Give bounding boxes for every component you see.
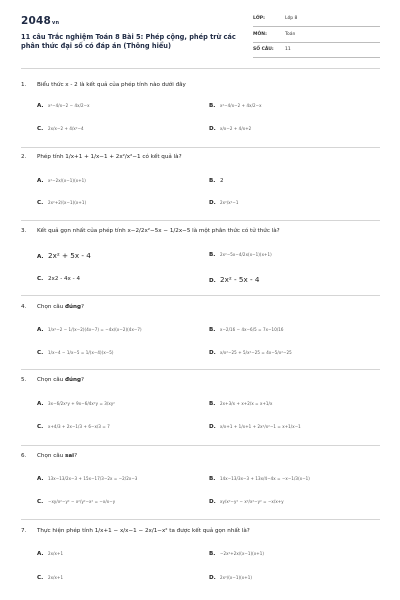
option-letter: B. — [209, 327, 216, 333]
option-text: 2x2 - 4x - 4 — [48, 276, 81, 282]
question-number: 2. — [21, 154, 27, 160]
question-divider — [21, 369, 380, 370]
info-value: 11 — [285, 47, 291, 52]
option-text: 2x²+2/(x−1)(x+1) — [48, 200, 87, 205]
option-letter: A. — [37, 327, 44, 333]
option-text: x²−2x/(x−1)(x+1) — [48, 178, 86, 183]
info-value: Lớp 8 — [285, 16, 298, 21]
option-c[interactable] — [37, 126, 84, 132]
stem-suffix: ? — [74, 453, 78, 459]
option-text: −xy/x²−y² − x²/y²−x² = −x/x−y — [48, 499, 116, 504]
option-a[interactable] — [37, 178, 86, 184]
info-label: SỐ CÂU: — [253, 47, 274, 52]
option-c[interactable] — [37, 424, 110, 430]
option-text: xy/x²−y² − x²/x²−y² = −x/x+y — [220, 499, 284, 504]
option-text: −2x²+2x/(x−1)(x+1) — [220, 551, 265, 556]
option-a[interactable] — [37, 401, 115, 407]
option-text: x²−4/x−2 + 4x/2−x — [220, 103, 262, 108]
document-title: 11 câu Trắc nghiệm Toán 8 Bài 5: Phép cộng, phép trừ các phân thức đại số có đáp án (Thông hiểu) — [21, 33, 236, 50]
question-stem: Phép tính 1/x+1 + 1/x−1 + 2x²/x²−1 có kết quả là? — [37, 154, 182, 160]
option-letter: D. — [209, 499, 216, 505]
question-stem — [37, 304, 84, 310]
option-b[interactable] — [209, 401, 272, 407]
stem-emphasis: đúng — [65, 377, 82, 383]
question-divider — [21, 445, 380, 446]
option-text: 2x+3/x + x+2/x = x+1/x — [220, 401, 273, 406]
option-text: 2x²/(x−1)(x+1) — [220, 575, 253, 580]
question-number: 5. — [21, 377, 27, 383]
option-text: 2x/x−2 + 4/x²−4 — [48, 126, 84, 131]
question-number: 3. — [21, 228, 27, 234]
stem-suffix: ? — [81, 377, 84, 383]
option-text: x²−4/x−2 − 4x/2−x — [48, 103, 90, 108]
stem-text: Chọn câu — [37, 453, 66, 459]
option-text: 1/x²−2 − 1/(x−2)(4x−7) = −4x/(x−2)(4x−7) — [48, 327, 142, 332]
option-c[interactable] — [37, 350, 114, 356]
option-text: 2x/x+1 — [48, 575, 64, 580]
option-d[interactable] — [209, 126, 251, 132]
option-d[interactable] — [209, 424, 301, 430]
option-letter: A. — [37, 254, 44, 260]
option-text: 2x² + 5x - 4 — [48, 251, 91, 260]
option-text: 13x−13/2x−3 + 15x−17/3−2x = −2/2x−3 — [48, 476, 138, 481]
option-letter: A. — [37, 178, 44, 184]
option-letter: D. — [209, 350, 216, 356]
option-text: 2x² - 5x - 4 — [220, 275, 260, 284]
question-number: 6. — [21, 453, 27, 459]
option-letter: B. — [209, 252, 216, 258]
question-divider — [21, 295, 380, 296]
stem-suffix: ? — [81, 304, 84, 310]
question-number: 4. — [21, 304, 27, 310]
option-a[interactable] — [37, 476, 137, 482]
option-text: 2x²−5x−4/2x(x−1)(x+1) — [220, 252, 272, 257]
question-stem — [37, 377, 84, 383]
option-letter: B. — [209, 103, 216, 109]
info-row-subject — [253, 31, 380, 43]
question-stem: Kết quả gọn nhất của phép tính x−2/2x²−5x − 1/2x−5 là một phân thức có tử thức là? — [37, 228, 280, 234]
option-a[interactable] — [37, 251, 91, 260]
info-label: MÔN: — [253, 32, 267, 37]
option-b[interactable] — [209, 476, 310, 482]
question-divider — [21, 220, 380, 221]
option-text: x+4/3 + 2x−1/3 + 6−x/3 = 7 — [48, 424, 110, 429]
option-letter: C. — [37, 126, 44, 132]
option-d[interactable] — [209, 200, 239, 206]
option-text: x/x²−25 + 5/x²−25 = 4x−5/x²−25 — [220, 350, 292, 355]
site-logo[interactable] — [21, 15, 59, 27]
info-row-class — [253, 15, 380, 27]
option-letter: D. — [209, 278, 216, 284]
option-letter: B. — [209, 476, 216, 482]
option-c[interactable] — [37, 276, 80, 282]
option-b[interactable] — [209, 103, 262, 109]
option-b[interactable] — [209, 327, 284, 333]
option-letter: C. — [37, 276, 44, 282]
stem-emphasis: sai — [65, 453, 75, 459]
option-a[interactable] — [37, 551, 63, 557]
option-text: x/x+1 + 1/x+1 + 2x²/x²−1 = x+1/x−1 — [220, 424, 301, 429]
option-letter: D. — [209, 575, 216, 581]
option-letter: C. — [37, 200, 44, 206]
option-letter: B. — [209, 401, 216, 407]
question-divider — [21, 147, 380, 148]
question-stem: Thực hiện phép tính 1/x+1 − x/x−1 − 2x/1−x² ta được kết quả gọn nhất là? — [37, 528, 250, 534]
info-row-count — [253, 46, 380, 58]
option-d[interactable] — [209, 575, 252, 581]
option-d[interactable] — [209, 275, 259, 284]
option-letter: A. — [37, 551, 44, 557]
option-c[interactable] — [37, 499, 115, 505]
question-divider — [21, 519, 380, 520]
option-letter: D. — [209, 424, 216, 430]
info-label: LỚP: — [253, 16, 265, 21]
option-text: 2 — [220, 178, 224, 184]
option-text: 1/x−4 − 1/x−5 = 1/(x−4)(x−5) — [48, 350, 114, 355]
option-letter: D. — [209, 200, 216, 206]
option-text: 14x−13/3x−3 + 13x/4−4x = −x−1/3(x−1) — [220, 476, 310, 481]
stem-emphasis: đúng — [65, 304, 82, 310]
option-letter: B. — [209, 178, 216, 184]
logo-text: 2048 — [21, 15, 52, 27]
logo-suffix: vn — [52, 20, 60, 26]
option-d[interactable] — [209, 350, 292, 356]
option-letter: C. — [37, 575, 44, 581]
option-a[interactable] — [37, 103, 90, 109]
option-text: x/x−2 + 4/x+2 — [220, 126, 252, 131]
option-b[interactable] — [209, 551, 264, 557]
option-letter: B. — [209, 551, 216, 557]
question-stem — [37, 453, 77, 459]
option-a[interactable] — [37, 327, 142, 333]
question-number: 1. — [21, 82, 27, 88]
option-b[interactable] — [209, 178, 224, 184]
question-stem: Biểu thức x - 2 là kết quả của phép tính nào dưới đây — [37, 82, 186, 88]
option-letter: C. — [37, 499, 44, 505]
option-c[interactable] — [37, 200, 86, 206]
option-letter: A. — [37, 401, 44, 407]
question-number: 7. — [21, 528, 27, 534]
option-letter: A. — [37, 476, 44, 482]
option-text: x−2/16 − 4x−6/5 = 7x−10/16 — [220, 327, 284, 332]
option-letter: A. — [37, 103, 44, 109]
header-divider — [21, 68, 380, 69]
option-letter: C. — [37, 424, 44, 430]
option-text: 2x²/x²−1 — [220, 200, 239, 205]
stem-text: Chọn câu — [37, 377, 66, 383]
option-text: 3x−6/2x²y + 9x−6/4x²y = 3/xy² — [48, 401, 115, 406]
option-b[interactable] — [209, 252, 272, 258]
info-value: Toán — [285, 32, 296, 37]
option-letter: C. — [37, 350, 44, 356]
option-text: 2x/x+1 — [48, 551, 64, 556]
option-c[interactable] — [37, 575, 63, 581]
option-d[interactable] — [209, 499, 284, 505]
stem-text: Chọn câu — [37, 304, 66, 310]
option-letter: D. — [209, 126, 216, 132]
